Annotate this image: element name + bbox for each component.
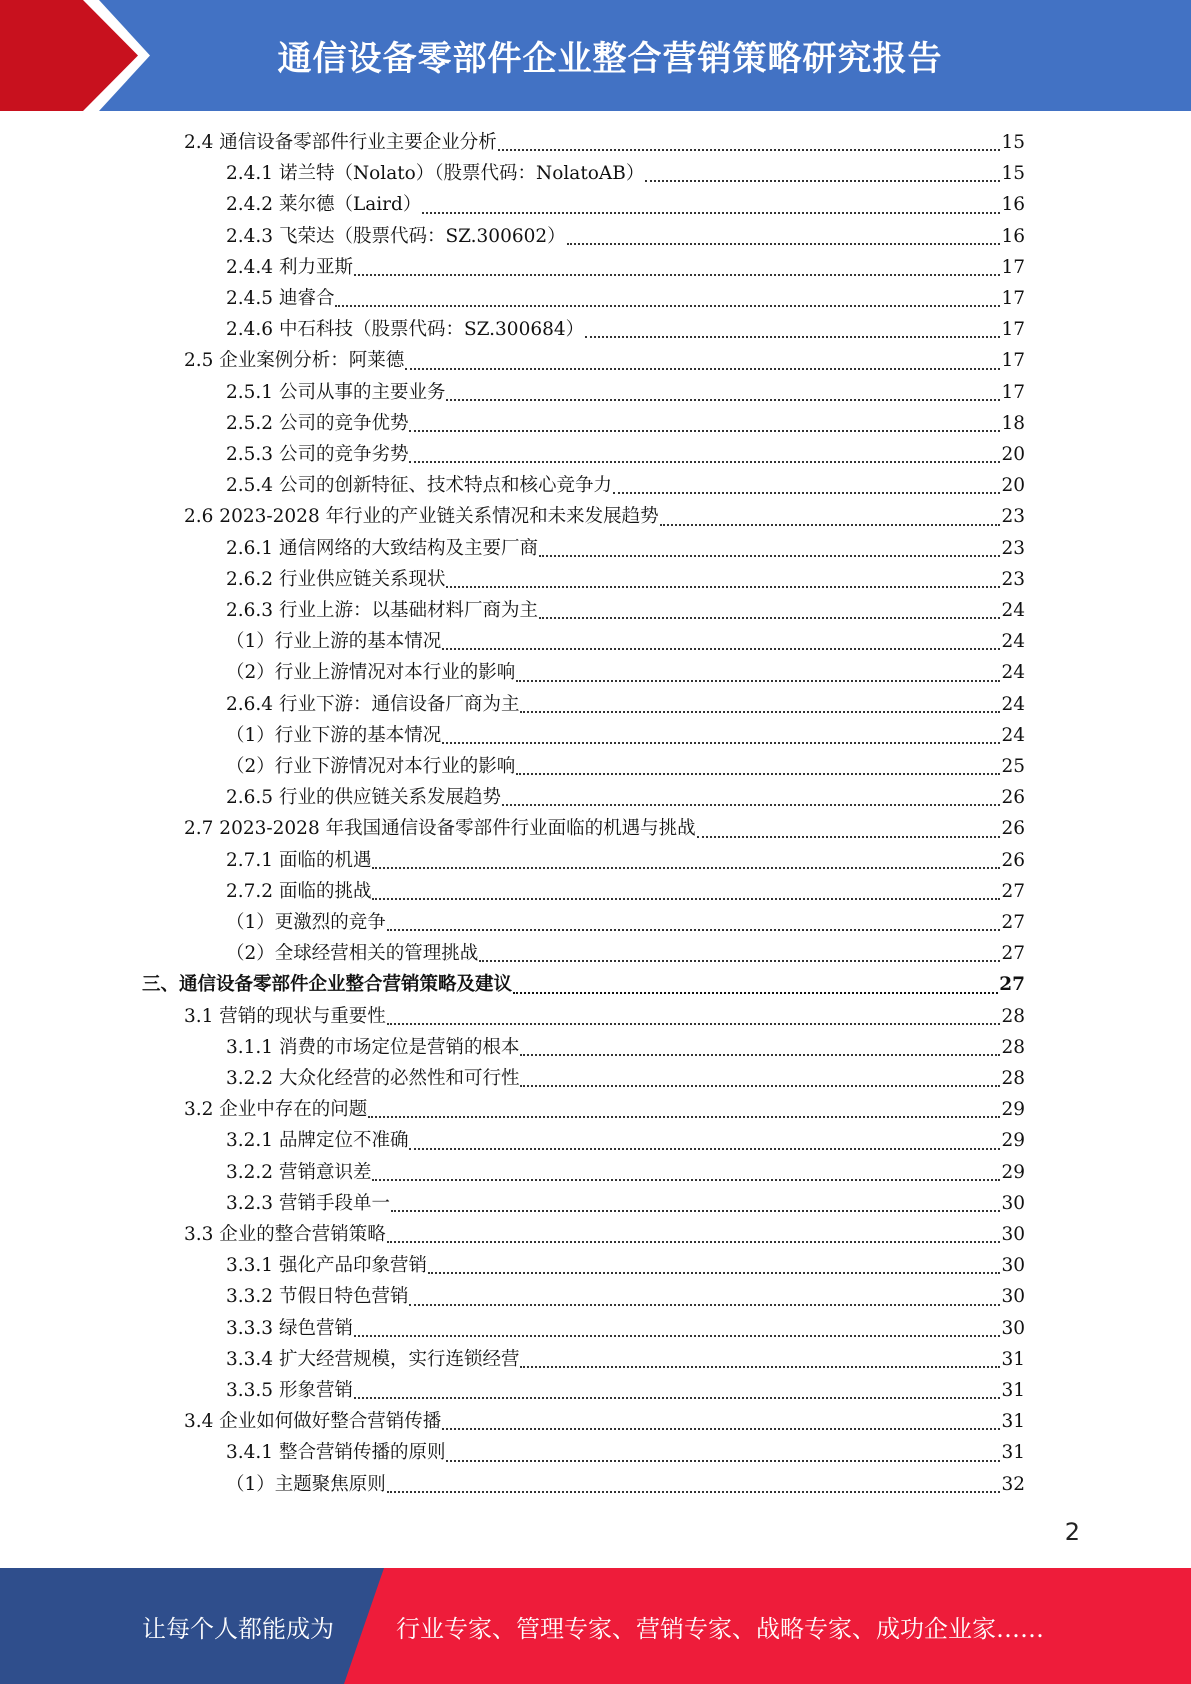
toc-entry-label: 2.7 2023-2028 年我国通信设备零部件行业面临的机遇与挑战: [184, 818, 696, 840]
toc-dot-leader: [660, 524, 1001, 526]
toc-entry-page: 24: [1001, 693, 1025, 715]
toc-entry[interactable]: [226, 565, 1025, 596]
toc-entry-label: 3.1 营销的现状与重要性: [184, 1005, 386, 1027]
toc-entry-label: 3.3 企业的整合营销策略: [184, 1224, 386, 1245]
toc-dot-leader: [520, 711, 1000, 713]
page-header: [0, 0, 1191, 111]
toc-entry[interactable]: [226, 908, 1025, 939]
toc-entry-label: 2.5.1 公司从事的主要业务: [226, 381, 446, 403]
page-number: 2: [1064, 1518, 1080, 1546]
toc-entry-page: 30: [1001, 1286, 1025, 1308]
toc-entry[interactable]: [226, 658, 1025, 689]
toc-entry-label: 2.5 企业案例分析：阿莱德: [184, 350, 405, 372]
toc-dot-leader: [409, 430, 1000, 432]
toc-dot-leader: [516, 680, 1000, 682]
toc-entry-page: 24: [1001, 662, 1025, 684]
toc-entry-label: 2.6.1 通信网络的大致结构及主要厂商: [226, 537, 538, 559]
toc-entry-label: 2.6.4 行业下游：通信设备厂商为主: [226, 693, 520, 715]
toc-entry[interactable]: [226, 690, 1025, 721]
toc-entry-page: 31: [1001, 1442, 1025, 1464]
toc-entry[interactable]: [226, 1158, 1025, 1189]
toc-entry-page: 17: [1001, 381, 1025, 403]
toc-entry-label: （1）主题聚焦原则: [226, 1473, 386, 1495]
toc-entry-page: 24: [1001, 600, 1025, 621]
toc-dot-leader: [405, 368, 1000, 370]
toc-dot-leader: [442, 742, 1000, 744]
toc-entry-label: 2.6.3 行业上游：以基础材料厂商为主: [226, 600, 538, 621]
toc-dot-leader: [354, 274, 1001, 276]
footer-slogan-left: 让每个人都能成为: [142, 1614, 334, 1643]
toc-entry-page: 28: [1001, 1068, 1025, 1089]
toc-entry[interactable]: [184, 1220, 1025, 1251]
toc-entry-label: 2.6.2 行业供应链关系现状: [226, 568, 446, 590]
toc-dot-leader: [539, 617, 1000, 619]
toc-entry-label: 3.3.1 强化产品印象营销: [226, 1255, 427, 1277]
toc-dot-leader: [520, 1366, 1000, 1368]
toc-entry-label: 3.3.4 扩大经营规模，实行连锁经营: [226, 1348, 520, 1370]
toc-entry-page: 29: [1001, 1099, 1025, 1121]
toc-dot-leader: [372, 867, 1000, 869]
toc-entry[interactable]: [184, 346, 1025, 377]
toc-entry[interactable]: [226, 877, 1025, 908]
toc-entry-label: 3.2.2 营销意识差: [226, 1161, 372, 1183]
toc-dot-leader: [520, 1054, 1000, 1056]
toc-dot-leader: [446, 586, 1000, 588]
toc-entry-label: 2.4.4 利力亚斯: [226, 256, 353, 278]
toc-entry[interactable]: [184, 1095, 1025, 1126]
toc-entry-label: （2）全球经营相关的管理挑战: [226, 943, 479, 965]
toc-entry-label: （1）更激烈的竞争: [226, 912, 386, 933]
page-footer: [0, 1568, 1191, 1684]
toc-entry[interactable]: [226, 846, 1025, 877]
toc-entry-label: 3.3.2 节假日特色营销: [226, 1286, 409, 1308]
toc-entry[interactable]: [226, 471, 1025, 502]
toc-dot-leader: [387, 1241, 1001, 1243]
toc-entry-label: 3.1.1 消费的市场定位是营销的根本: [226, 1036, 520, 1058]
toc-entry[interactable]: [184, 1407, 1025, 1438]
toc-dot-leader: [585, 336, 1000, 338]
toc-dot-leader: [368, 1116, 1000, 1118]
toc-entry-label: 三、通信设备零部件企业整合营销策略及建议: [142, 974, 513, 996]
toc-entry-page: 24: [1001, 631, 1025, 653]
toc-entry[interactable]: [226, 596, 1025, 627]
toc-entry-page: 17: [1001, 319, 1025, 341]
toc-dot-leader: [645, 180, 1000, 182]
toc-entry-page: 17: [1001, 350, 1025, 372]
toc-entry-label: 2.4.6 中石科技（股票代码：SZ.300684）: [226, 319, 585, 341]
toc-entry[interactable]: [226, 1126, 1025, 1157]
toc-entry-page: 30: [1001, 1317, 1025, 1339]
toc-dot-leader: [479, 960, 1000, 962]
toc-entry-page: 20: [1001, 475, 1025, 497]
toc-entry-label: 2.4.5 迪睿合: [226, 288, 335, 309]
toc-entry[interactable]: [226, 1251, 1025, 1282]
toc-dot-leader: [442, 1428, 1000, 1430]
toc-dot-leader: [613, 492, 1000, 494]
footer-slogan-right: 行业专家、管理专家、营销专家、战略专家、成功企业家……: [396, 1614, 1044, 1643]
toc-entry-label: 3.2.1 品牌定位不准确: [226, 1130, 409, 1152]
toc-entry[interactable]: [226, 939, 1025, 970]
toc-entry[interactable]: [184, 128, 1025, 159]
toc-entry[interactable]: [226, 1033, 1025, 1064]
toc-entry-label: 2.4.2 莱尔德（Laird）: [226, 194, 422, 216]
toc-entry[interactable]: [226, 534, 1025, 565]
toc-entry-label: （1）行业下游的基本情况: [226, 724, 442, 746]
toc-dot-leader: [409, 461, 1000, 463]
toc-entry-page: 29: [1001, 1130, 1025, 1152]
toc-entry[interactable]: [184, 814, 1025, 845]
toc-entry-label: 2.4 通信设备零部件行业主要企业分析: [184, 132, 497, 153]
toc-dot-leader: [697, 836, 1001, 838]
toc-entry[interactable]: [226, 752, 1025, 783]
toc-entry-label: 2.5.3 公司的竞争劣势: [226, 444, 409, 465]
toc-dot-leader: [520, 1085, 1000, 1087]
toc-entry-label: 3.3.5 形象营销: [226, 1380, 353, 1401]
toc-entry-label: 3.4 企业如何做好整合营销传播: [184, 1411, 442, 1433]
toc-entry[interactable]: [226, 159, 1025, 190]
toc-entry-page: 23: [1001, 506, 1025, 528]
toc-dot-leader: [335, 305, 1000, 307]
toc-entry-label: 3.3.3 绿色营销: [226, 1317, 353, 1339]
toc-entry-page: 16: [1001, 225, 1025, 247]
toc-entry[interactable]: [226, 1064, 1025, 1095]
toc-entry[interactable]: [226, 1376, 1025, 1407]
toc-dot-leader: [372, 898, 1000, 900]
toc-entry[interactable]: [226, 1438, 1025, 1469]
toc-entry-label: 2.7.1 面临的机遇: [226, 849, 372, 871]
toc-entry[interactable]: [226, 440, 1025, 471]
toc-dot-leader: [354, 1335, 1001, 1337]
toc-entry-page: 31: [1001, 1380, 1025, 1401]
toc-dot-leader: [391, 1210, 1000, 1212]
toc-entry-page: 18: [1001, 412, 1025, 434]
toc-dot-leader: [567, 243, 1001, 245]
toc-dot-leader: [539, 555, 1000, 557]
header-chevron-icon: [0, 0, 138, 111]
toc-entry[interactable]: [226, 378, 1025, 409]
toc-dot-leader: [446, 1460, 1000, 1462]
toc-entry-page: 27: [1001, 880, 1025, 902]
toc-dot-leader: [442, 648, 1000, 650]
toc-dot-leader: [513, 992, 998, 994]
toc-entry-page: 28: [1001, 1005, 1025, 1027]
toc-entry-label: （2）行业上游情况对本行业的影响: [226, 662, 516, 684]
toc-entry-label: 2.6.5 行业的供应链关系发展趋势: [226, 787, 501, 809]
toc-entry-label: 2.7.2 面临的挑战: [226, 880, 372, 902]
toc-entry-label: 3.2.3 营销手段单一: [226, 1192, 390, 1214]
toc-entry[interactable]: [226, 1314, 1025, 1345]
toc-entry-page: 25: [1001, 756, 1025, 777]
toc-entry-page: 30: [1001, 1192, 1025, 1214]
toc-entry[interactable]: [226, 409, 1025, 440]
toc-entry-page: 15: [1001, 163, 1025, 185]
toc-dot-leader: [409, 1148, 1000, 1150]
toc-dot-leader: [387, 929, 1001, 931]
toc-dot-leader: [502, 804, 1000, 806]
toc-entry-label: 2.5.4 公司的创新特征、技术特点和核心竞争力: [226, 475, 612, 497]
toc-entry[interactable]: [226, 253, 1025, 284]
toc-entry-page: 30: [1001, 1255, 1025, 1277]
toc-dot-leader: [428, 1272, 1000, 1274]
toc-entry-label: 3.2 企业中存在的问题: [184, 1099, 368, 1121]
toc-entry-page: 16: [1001, 194, 1025, 216]
toc-entry-page: 20: [1001, 444, 1025, 465]
toc-entry[interactable]: [226, 315, 1025, 346]
toc-entry[interactable]: [184, 1002, 1025, 1033]
toc-dot-leader: [387, 1023, 1001, 1025]
toc-entry-label: （2）行业下游情况对本行业的影响: [226, 756, 516, 777]
toc-entry-page: 27: [1001, 943, 1025, 965]
toc-entry-label: （1）行业上游的基本情况: [226, 631, 442, 653]
toc-dot-leader: [516, 773, 1000, 775]
toc-entry-page: 23: [1001, 537, 1025, 559]
toc-dot-leader: [372, 1179, 1000, 1181]
toc-entry[interactable]: [226, 1189, 1025, 1220]
toc-entry-label: 2.5.2 公司的竞争优势: [226, 412, 409, 434]
toc-dot-leader: [387, 1491, 1001, 1493]
toc-entry-page: 17: [1001, 288, 1025, 309]
toc-entry[interactable]: [226, 783, 1025, 814]
toc-entry-page: 28: [1001, 1036, 1025, 1058]
toc-entry[interactable]: [226, 222, 1025, 253]
toc-entry[interactable]: [184, 502, 1025, 533]
toc-entry-page: 15: [1001, 132, 1025, 153]
toc-entry-page: 26: [1001, 818, 1025, 840]
toc-entry-page: 24: [1001, 724, 1025, 746]
toc-entry-page: 31: [1001, 1411, 1025, 1433]
toc-entry-page: 32: [1001, 1473, 1025, 1495]
toc-dot-leader: [446, 399, 1000, 401]
toc-entry-label: 2.6 2023-2028 年行业的产业链关系情况和未来发展趋势: [184, 506, 659, 528]
toc-entry-page: 30: [1001, 1224, 1025, 1245]
toc-entry-page: 26: [1001, 849, 1025, 871]
toc-dot-leader: [498, 149, 1001, 151]
toc-entry[interactable]: [142, 970, 1025, 1001]
toc-entry[interactable]: [226, 1470, 1025, 1501]
toc-entry[interactable]: [226, 1345, 1025, 1376]
toc-entry[interactable]: [226, 1282, 1025, 1313]
toc-entry-label: 2.4.3 飞荣达（股票代码：SZ.300602）: [226, 225, 566, 247]
toc-entry-page: 27: [1001, 912, 1025, 933]
toc-dot-leader: [354, 1397, 1001, 1399]
toc-dot-leader: [422, 212, 1000, 214]
toc-entry-label: 3.4.1 整合营销传播的原则: [226, 1442, 446, 1464]
toc-entry[interactable]: [226, 627, 1025, 658]
report-title: 通信设备零部件企业整合营销策略研究报告: [277, 39, 943, 79]
toc-entry-page: 27: [999, 974, 1025, 996]
toc-entry-page: 23: [1001, 568, 1025, 590]
toc-entry-page: 26: [1001, 787, 1025, 809]
toc-entry[interactable]: [226, 284, 1025, 315]
toc-entry-label: 2.4.1 诺兰特（Nolato）（股票代码：NolatoAB）: [226, 163, 645, 185]
toc-entry-page: 31: [1001, 1348, 1025, 1370]
toc-dot-leader: [409, 1304, 1000, 1306]
toc-entry-page: 17: [1001, 256, 1025, 278]
toc-entry[interactable]: [226, 190, 1025, 221]
toc-entry-page: 29: [1001, 1161, 1025, 1183]
toc-entry-label: 3.2.2 大众化经营的必然性和可行性: [226, 1068, 520, 1089]
toc-entry[interactable]: [226, 721, 1025, 752]
